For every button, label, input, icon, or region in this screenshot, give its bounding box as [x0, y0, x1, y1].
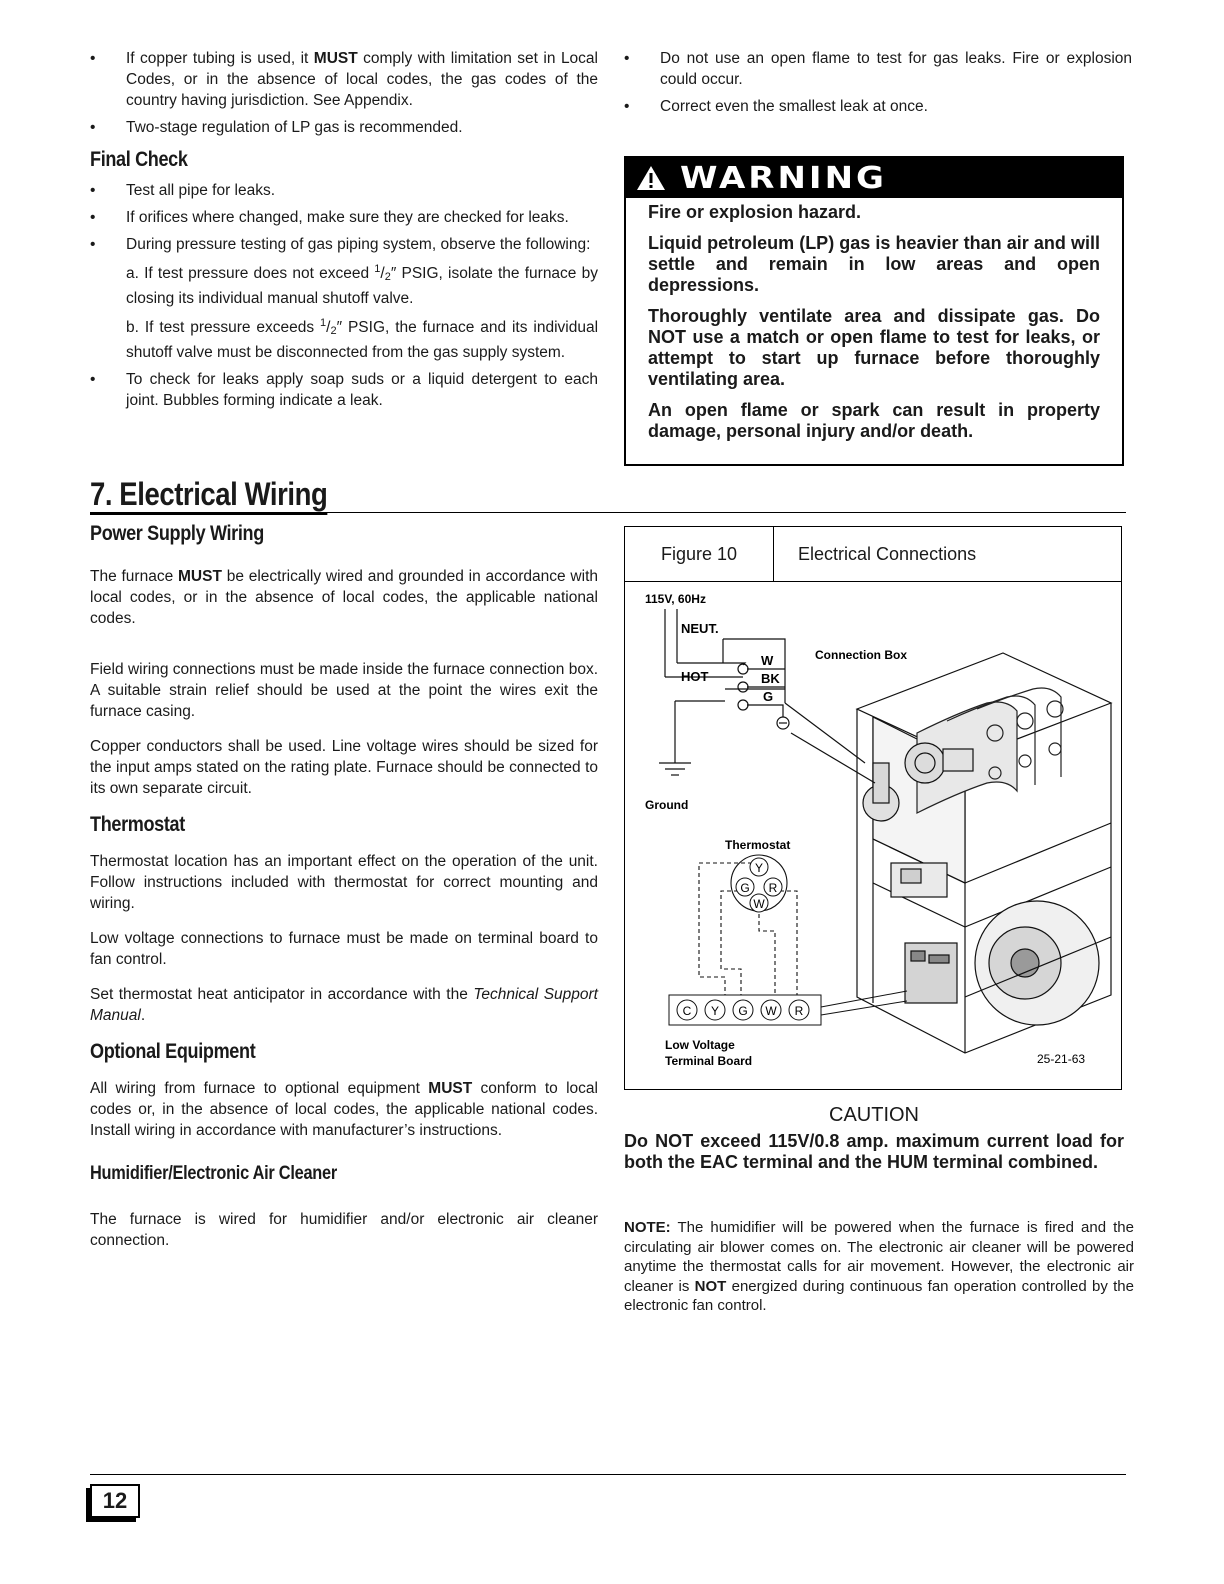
wiring-diagram — [625, 583, 1121, 1087]
pressure-sub-items — [126, 259, 598, 363]
power-supply-heading: Power Supply Wiring — [90, 522, 264, 545]
paragraph: The furnace MUST be electrically wired and grounded in accordance with local codes, or in the absence of local codes, the applicable national codes. — [90, 568, 598, 627]
list-item: • Do not use an open flame to test for gas leaks. Fire or explosion could occur. — [624, 48, 1132, 90]
caution-title: CAUTION — [829, 1104, 919, 1126]
paragraph: Low voltage connections to furnace must be made on terminal board to fan control. — [90, 930, 598, 968]
connection-box-label: Connection Box — [815, 648, 907, 662]
warning-banner — [626, 158, 1122, 198]
list-item: • Two-stage regulation of LP gas is recommended. — [90, 117, 598, 138]
optional-equipment-heading: Optional Equipment — [90, 1040, 256, 1063]
figure-10 — [624, 526, 1122, 1090]
final-check-list — [90, 180, 598, 411]
paragraph: Field wiring connections must be made inside the furnace connection box. A suitable strain relief should be used at the point the wires exit the furnace casing. — [90, 661, 598, 720]
bk-label: BK — [761, 671, 780, 686]
terminal-board — [669, 991, 907, 1025]
paragraph: The furnace is wired for humidifier and/or electronic air cleaner connection. — [90, 1211, 598, 1249]
thermostat-label: Thermostat — [725, 838, 791, 852]
svg-text:C: C — [682, 1004, 692, 1018]
section-heading: 7. Electrical Wiring — [90, 476, 1126, 513]
thermostat-heading: Thermostat — [90, 813, 185, 836]
paragraph: All wiring from furnace to optional equipment MUST conform to local codes or, in the absence of local codes, the applicable national codes. Install wiring in accordance with manufacturer’s instructions. — [90, 1080, 598, 1139]
svg-text:W: W — [753, 897, 765, 911]
svg-text:Y: Y — [754, 861, 764, 875]
paragraph: Thermostat location has an important effect on the operation of the unit. Follow instructions included with thermostat for correct mounting and wiring. — [90, 853, 598, 912]
warning-text: Fire or explosion hazard. Liquid petroleum (LP) gas is heavier than air and will settle and remain in low areas and open depressions. Thoroughly ventilate area and dissipate gas. Do NOT use a match or open flame to test for leaks, or attempt to start up furnace before thoroughly ventilating area. An open flame or spark can result in property damage, personal injury and/or death. — [648, 202, 1100, 441]
humidifier-heading: Humidifier/Electronic Air Cleaner — [90, 1163, 337, 1184]
warning-triangle-icon — [636, 165, 666, 191]
caution-text: Do NOT exceed 115V/0.8 amp. maximum current load for both the EAC terminal and the HUM terminal combined. — [624, 1131, 1124, 1172]
figure-number: Figure 10 — [625, 527, 774, 581]
low-voltage-label: Low Voltage — [665, 1038, 735, 1052]
footer-divider — [90, 1474, 1126, 1475]
gas-bullets — [90, 48, 598, 138]
list-item: • Correct even the smallest leak at once. — [624, 96, 1132, 117]
part-number: 25-21-63 — [1037, 1052, 1086, 1066]
note-paragraph: NOTE: The humidifier will be powered when the furnace is fired and the circulating air blower comes on. The electronic air cleaner will be powered anytime the thermostat calls for air movement. However, the electronic air cleaner is NOT energized during continuous fan operation controlled by the electronic fan control. — [624, 1219, 1134, 1314]
thermostat-icon — [699, 855, 797, 995]
list-item: • During pressure testing of gas piping system, observe the following: a. If test pressure does not exceed $^1$/2″ PSIG, isolate the furnace by closing its individual manual shutoff valve. b. If test pressure exceeds $^1$/2″ PSIG, the furnace and its individual shutoff valve must be disconnected from the gas supply system. — [90, 234, 598, 363]
list-item: • To check for leaks apply soap suds or a liquid detergent to each joint. Bubbles forming indicate a leak. — [90, 369, 598, 411]
electrical-text-column — [90, 518, 598, 1265]
hot-label: HOT — [681, 669, 709, 684]
leak-bullets-section — [624, 48, 1132, 123]
supply-label: 115V, 60Hz — [645, 592, 706, 606]
warning-box — [624, 156, 1124, 466]
svg-text:G: G — [740, 881, 750, 895]
svg-text:G: G — [738, 1004, 748, 1018]
figure-header — [625, 527, 1121, 582]
w-label: W — [761, 653, 774, 668]
sub-item-a: a. If test pressure does not exceed $^1$/2″ PSIG, isolate the furnace by closing its individual manual shutoff valve. — [126, 263, 598, 307]
figure-title: Electrical Connections — [798, 543, 977, 564]
paragraph: Set thermostat heat anticipator in accordance with the Technical Support Manual. — [90, 986, 598, 1024]
list-item: • If copper tubing is used, it MUST comply with limitation set in Local Codes, or in the absence of local codes, the gas codes of the country having jurisdiction. See Appendix. — [90, 48, 598, 111]
keyword: MUST — [313, 50, 358, 67]
final-check-heading: Final Check — [90, 148, 188, 171]
svg-text:Y: Y — [710, 1004, 720, 1018]
page-number: 12 — [90, 1484, 140, 1518]
warning-label: WARNING — [680, 160, 887, 196]
list-item: • If orifices where changed, make sure they are checked for leaks. — [90, 207, 598, 228]
ground-label: Ground — [645, 798, 689, 812]
svg-text:R: R — [768, 881, 778, 895]
g-label: G — [763, 689, 774, 704]
list-item: • Test all pipe for leaks. — [90, 180, 598, 201]
svg-text:R: R — [794, 1004, 804, 1018]
svg-text:W: W — [765, 1004, 777, 1018]
terminal-board-label: Terminal Board — [665, 1054, 753, 1068]
gas-piping-section — [90, 48, 598, 417]
paragraph: Copper conductors shall be used. Line voltage wires should be sized for the input amps stated on the rating plate. Furnace should be connected to its own separate circuit. — [90, 738, 598, 797]
sub-item-b: b. If test pressure exceeds $^1$/2″ PSIG, the furnace and its individual shutoff valve must be disconnected from the gas supply system. — [126, 317, 599, 361]
neutral-label: NEUT. — [681, 621, 719, 636]
